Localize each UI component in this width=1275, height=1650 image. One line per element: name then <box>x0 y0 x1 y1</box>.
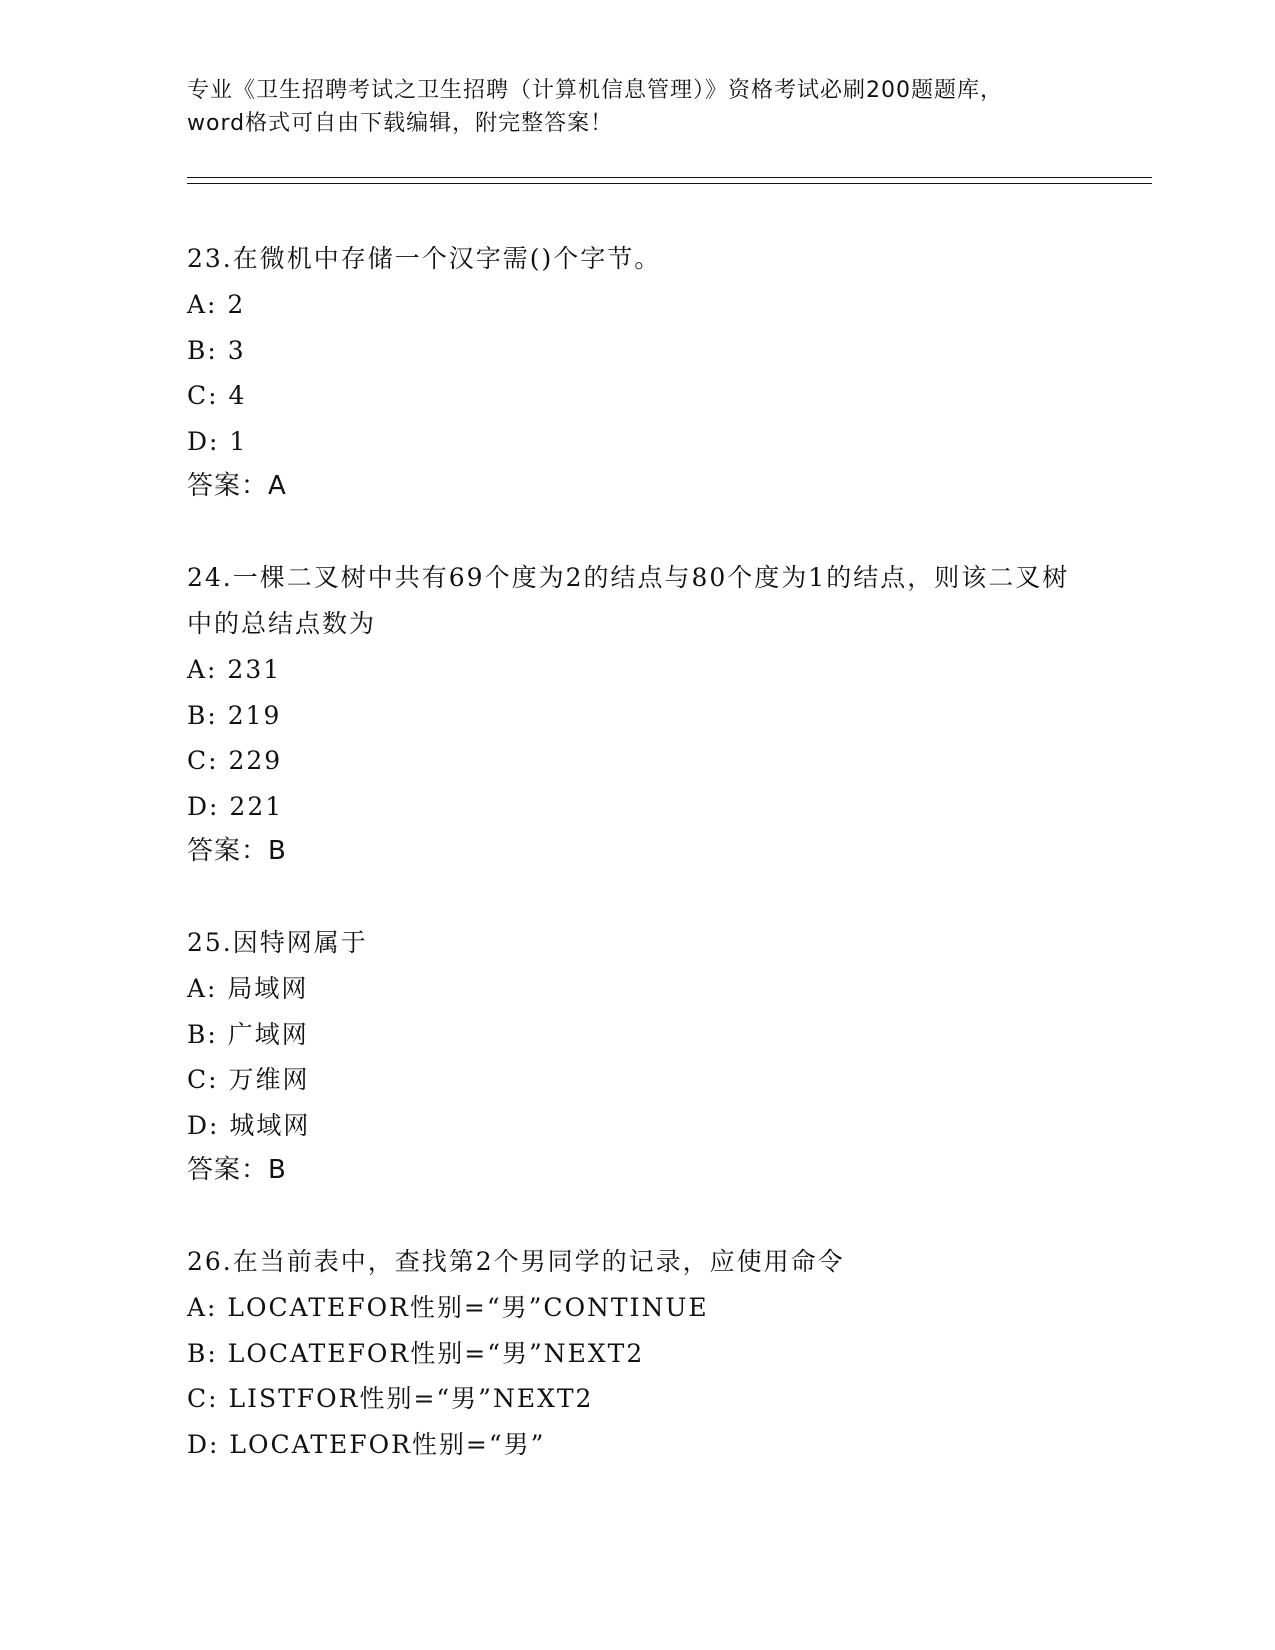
option-c: C: 万维网 <box>187 1065 310 1094</box>
option-c: C: 4 <box>187 381 247 410</box>
header-line-2: word格式可自由下载编辑，附完整答案！ <box>187 111 614 136</box>
option-d: D: 城域网 <box>187 1110 311 1140</box>
question-24 <box>187 555 1087 874</box>
question-23 <box>187 236 1087 509</box>
answer: 答案：B <box>187 1155 287 1185</box>
option-b: B: LOCATEFOR性别=“男”NEXT2 <box>187 1338 645 1368</box>
answer: 答案：B <box>187 836 287 866</box>
option-a: A: LOCATEFOR性别=“男”CONTINUE <box>187 1293 709 1322</box>
question-text: 24.一棵二叉树中共有69个度为2的结点与80个度为1的结点，则该二叉树中的总结点数为 <box>187 563 1070 638</box>
option-a: A: 231 <box>187 655 282 684</box>
option-c: C: 229 <box>187 746 283 775</box>
option-a: A: 2 <box>187 290 246 319</box>
option-b: B: 219 <box>187 700 282 730</box>
question-list <box>187 236 1087 1513</box>
question-text: 26.在当前表中，查找第2个男同学的记录，应使用命令 <box>187 1247 845 1276</box>
header-line-1: 专业《卫生招聘考试之卫生招聘（计算机信息管理）》资格考试必刷200题题库， <box>187 78 1003 103</box>
option-a: A: 局域网 <box>187 974 309 1003</box>
option-d: D: 1 <box>187 426 248 456</box>
option-c: C: LISTFOR性别=“男”NEXT2 <box>187 1384 594 1413</box>
option-b: B: 广域网 <box>187 1019 309 1049</box>
header-rule-bottom <box>187 183 1152 184</box>
answer: 答案：A <box>187 471 287 501</box>
question-text: 23.在微机中存储一个汉字需()个字节。 <box>187 244 662 273</box>
question-26 <box>187 1239 1087 1467</box>
option-d: D: 221 <box>187 791 284 821</box>
option-b: B: 3 <box>187 335 246 365</box>
question-text: 25.因特网属于 <box>187 928 368 957</box>
question-25 <box>187 920 1087 1193</box>
option-d: D: LOCATEFOR性别=“男” <box>187 1429 546 1459</box>
header-rule-top <box>187 177 1152 178</box>
document-header <box>187 74 1087 140</box>
